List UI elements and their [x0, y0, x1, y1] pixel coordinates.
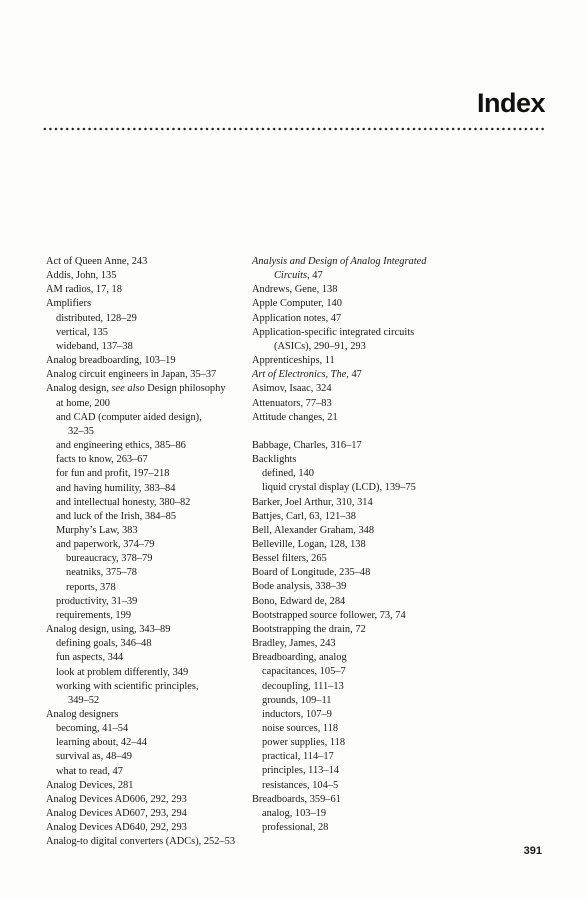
index-entry: Analog Devices, 281 [46, 779, 134, 791]
index-entry: Breadboarding, analog [252, 652, 347, 664]
index-entry: Analog design, using, 343–89 [46, 624, 171, 636]
index-entry: Analog Devices AD640, 292, 293 [46, 822, 187, 834]
index-entry: Bootstrapped source follower, 73, 74 [252, 609, 406, 621]
index-entry: 349–52 [68, 694, 100, 706]
index-entry: Bootstrapping the drain, 72 [252, 623, 366, 635]
index-entry: requirements, 199 [56, 609, 132, 621]
index-entry: what to read, 47 [56, 765, 123, 777]
index-entry: bureaucracy, 378–79 [66, 553, 153, 565]
index-entry: wideband, 137–38 [56, 340, 133, 352]
index-entry: Babbage, Charles, 316–17 [252, 439, 362, 451]
index-entry: and intellectual honesty, 380–82 [56, 496, 191, 508]
index-entry: Bell, Alexander Graham, 348 [252, 524, 375, 536]
index-entry: learning about, 42–44 [56, 737, 147, 749]
index-entry: Backlights [252, 454, 297, 466]
index-entry: Andrews, Gene, 138 [252, 284, 338, 296]
index-entry: decoupling, 111–13 [262, 680, 344, 692]
index-entry: becoming, 41–54 [56, 723, 129, 735]
index-entry: reports, 378 [66, 581, 116, 593]
index-entry: defined, 140 [262, 468, 314, 480]
index-entry: Apprenticeships, 11 [252, 355, 335, 367]
index-entry: Analysis and Design of Analog Integrated [252, 256, 427, 267]
index-entry: and engineering ethics, 385–86 [56, 440, 186, 452]
index-entry: Apple Computer, 140 [252, 298, 342, 310]
index-entry: for fun and profit, 197–218 [56, 468, 170, 480]
index-entry: fun aspects, 344 [56, 652, 124, 664]
index-entry: (ASICs), 290–91, 293 [274, 340, 366, 352]
index-entry: liquid crystal display (LCD), 139–75 [262, 482, 416, 494]
index-entry: 32–35 [68, 425, 94, 437]
page-title: Index [476, 88, 545, 118]
index-entry: survival as, 48–49 [56, 751, 132, 763]
page-number: 391 [523, 845, 542, 857]
index-entry: grounds, 109–11 [262, 694, 332, 706]
index-entry: Bradley, James, 243 [252, 638, 336, 650]
index-entry: capacitances, 105–7 [262, 666, 346, 678]
index-entry: Belleville, Logan, 128, 138 [252, 538, 366, 550]
index-entry: AM radios, 17, 18 [46, 284, 122, 296]
index-entry: professional, 28 [262, 822, 329, 834]
index-entry: Addis, John, 135 [46, 270, 117, 282]
index-entry: Analog designers [46, 709, 119, 720]
index-entry: Analog Devices AD607, 293, 294 [46, 808, 187, 820]
index-entry: Bode analysis, 338–39 [252, 581, 347, 593]
index-entry: facts to know, 263–67 [56, 454, 148, 466]
index-entry: Analog design, see also Design philosophy [46, 383, 226, 395]
index-column-left [46, 255, 246, 850]
index-entry: working with scientific principles, [56, 680, 199, 692]
index-entry: inductors, 107–9 [262, 708, 332, 720]
index-entry: power supplies, 118 [262, 737, 346, 749]
index-entry: and CAD (computer aided design), [56, 411, 202, 423]
dotted-rule [42, 127, 545, 131]
index-entry: noise sources, 118 [262, 723, 339, 734]
index-entry: distributed, 128–29 [56, 312, 137, 324]
index-entry: Breadboards, 359–61 [252, 793, 341, 805]
index-entry: resistances, 104–5 [262, 779, 339, 791]
index-entry: vertical, 135 [56, 326, 108, 338]
index-entry: and having humility, 383–84 [56, 482, 176, 494]
index-entry: at home, 200 [56, 397, 110, 409]
index-entry: Bono, Edward de, 284 [252, 595, 346, 607]
index-entry: Analog-to digital converters (ADCs), 252–53 [46, 836, 236, 848]
index-entry: Application notes, 47 [252, 312, 342, 324]
index-entry: Attenuators, 77–83 [252, 397, 332, 409]
index-entry: Act of Queen Anne, 243 [46, 256, 148, 267]
index-entry: Battjes, Carl, 63, 121–38 [252, 510, 356, 522]
index-column-right [252, 255, 452, 835]
index-entry: Analog breadboarding, 103–19 [46, 355, 176, 367]
index-entry: Murphy’s Law, 383 [56, 524, 138, 536]
index-entry: neatniks, 375–78 [66, 567, 137, 579]
index-entry: and paperwork, 374–79 [56, 539, 155, 551]
index-entry: Circuits, 47 [274, 270, 323, 282]
index-entry: principles, 113–14 [262, 765, 339, 777]
index-entry: analog, 103–19 [262, 807, 327, 819]
index-entry: Application-specific integrated circuits [252, 326, 415, 338]
index-entry: look at problem differently, 349 [56, 666, 189, 678]
index-entry: productivity, 31–39 [56, 595, 138, 607]
index-entry: Analog Devices AD606, 292, 293 [46, 793, 187, 805]
index-entry: defining goals, 346–48 [56, 638, 152, 650]
index-entry: practical, 114–17 [262, 751, 334, 763]
index-entry: Art of Electronics, The, 47 [252, 369, 362, 381]
index-entry: Board of Longitude, 235–48 [252, 567, 371, 579]
index-entry: Asimov, Isaac, 324 [252, 383, 332, 395]
index-entry: Bessel filters, 265 [252, 553, 327, 565]
index-entry: and luck of the Irish, 384–85 [56, 510, 177, 522]
index-entry: Amplifiers [46, 298, 92, 310]
index-entry: Analog circuit engineers in Japan, 35–37 [46, 369, 217, 381]
index-entry: Barker, Joel Arthur, 310, 314 [252, 496, 373, 508]
index-entry: Attitude changes, 21 [252, 411, 338, 423]
